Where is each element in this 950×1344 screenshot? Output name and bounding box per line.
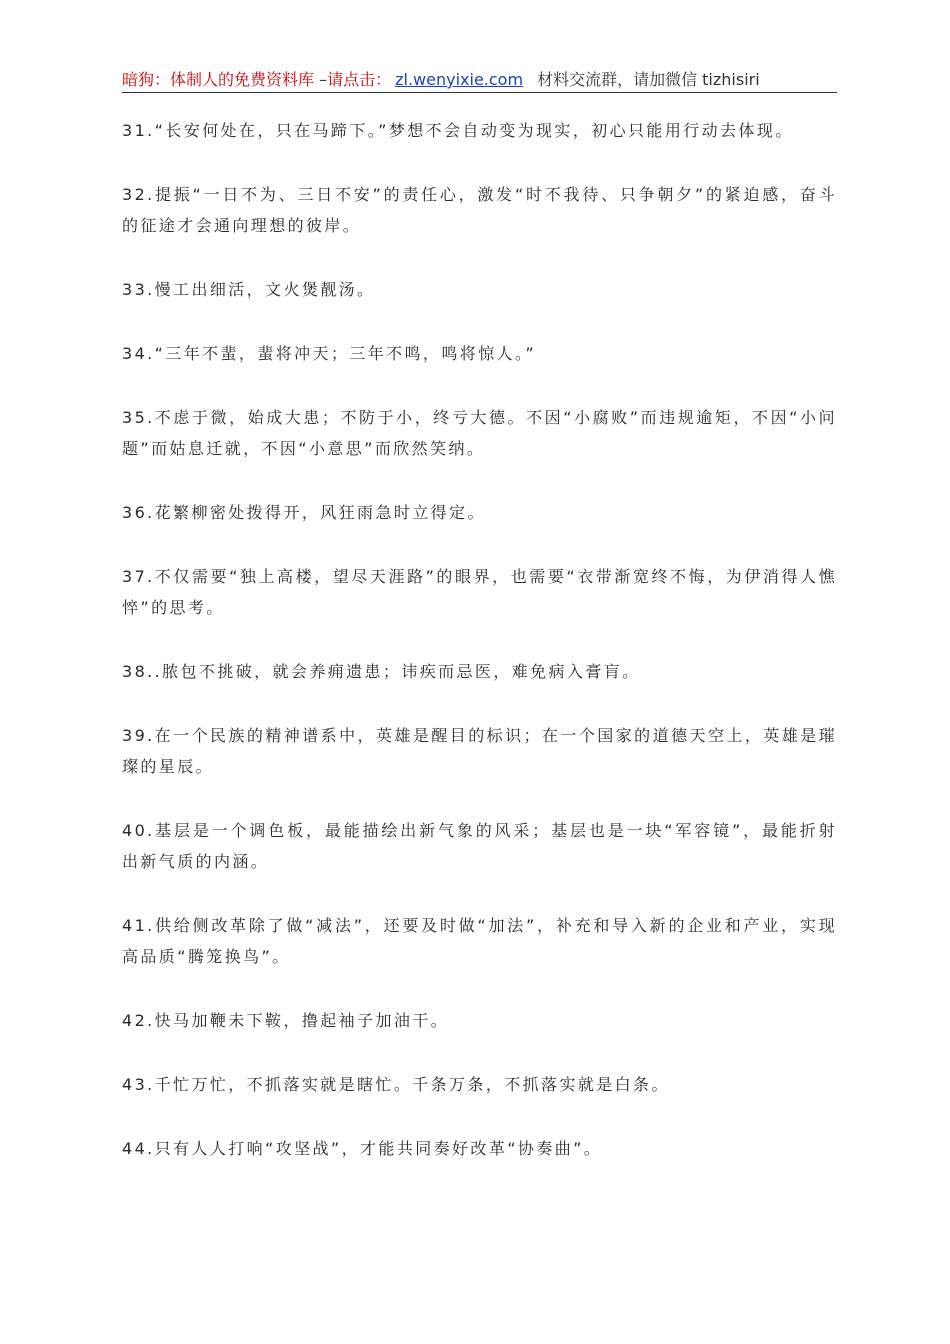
paragraph-43: 43.千忙万忙，不抓落实就是瞎忙。千条万条，不抓落实就是白条。 bbox=[122, 1075, 670, 1094]
header-dash: – bbox=[314, 70, 328, 89]
paragraph-33: 33.慢工出细活，文火煲靓汤。 bbox=[122, 280, 376, 299]
document-body bbox=[122, 115, 837, 1197]
paragraph-34: 34.“三年不蜚，蜚将冲天；三年不鸣，鸣将惊人。” bbox=[122, 344, 537, 363]
paragraph-38: 38..脓包不挑破，就会养痈遗患；讳疾而忌医，难免病入膏肓。 bbox=[122, 662, 641, 681]
header-cta: 请点击： bbox=[327, 70, 392, 89]
paragraph-35: 35.不虑于微，始成大患；不防于小，终亏大德。不因“小腐败”而违规逾矩，不因“小问题”而姑息迁就，不因“小意思”而欣然笑纳。 bbox=[122, 408, 837, 458]
paragraph-32: 32.提振“一日不为、三日不安”的责任心，激发“时不我待、只争朝夕”的紧迫感，奋斗的征途才会通向理想的彼岸。 bbox=[122, 185, 837, 235]
paragraph-40: 40.基层是一个调色板，最能描绘出新气象的风采；基层也是一块“军容镜”，最能折射出新气质的内涵。 bbox=[122, 821, 837, 871]
paragraph-39: 39.在一个民族的精神谱系中，英雄是醒目的标识；在一个国家的道德天空上，英雄是璀璨的星辰。 bbox=[122, 726, 837, 776]
page-header bbox=[122, 68, 837, 93]
header-contact: 材料交流群，请加微信 tizhisiri bbox=[537, 70, 760, 89]
paragraph-36: 36.花繁柳密处拨得开，风狂雨急时立得定。 bbox=[122, 503, 486, 522]
paragraph-44: 44.只有人人打响“攻坚战”，才能共同奏好改革“协奏曲”。 bbox=[122, 1139, 603, 1158]
paragraph-41: 41.供给侧改革除了做“减法”，还要及时做“加法”，补充和导入新的企业和产业，实现高品质“腾笼换鸟”。 bbox=[122, 916, 837, 966]
paragraph-31: 31.“长安何处在，只在马蹄下。”梦想不会自动变为现实，初心只能用行动去体现。 bbox=[122, 121, 794, 140]
paragraph-42: 42.快马加鞭未下鞍，撸起袖子加油干。 bbox=[122, 1011, 450, 1030]
paragraph-37: 37.不仅需要“独上高楼，望尽天涯路”的眼界，也需要“衣带渐宽终不悔，为伊消得人憔悴”的思考。 bbox=[122, 567, 837, 617]
header-brand: 暗狗：体制人的免费资料库 bbox=[122, 70, 315, 89]
header-link[interactable]: zl.wenyixie.com bbox=[395, 70, 524, 89]
